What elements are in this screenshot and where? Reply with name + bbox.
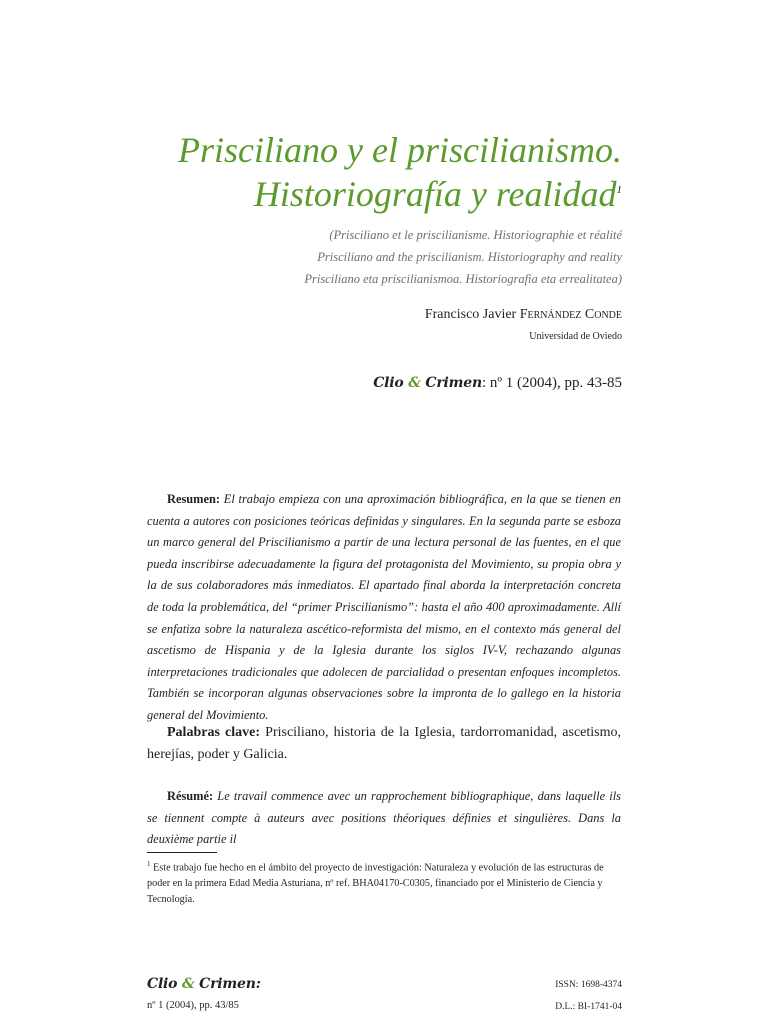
author-given-name: Francisco Javier	[424, 307, 517, 322]
keywords-label: Palabras clave:	[167, 725, 261, 740]
keywords-text: Prisciliano, historia de la Iglesia, tardorromanidad, ascetismo, herejías, poder y Galicia.	[147, 725, 622, 762]
footer-journal-colon: :	[255, 976, 261, 992]
footnote	[147, 856, 621, 908]
author-surname: Fernández Conde	[519, 307, 622, 322]
footnote-mark: 1	[147, 860, 151, 868]
title-footnote-mark[interactable]: 1	[616, 184, 622, 196]
abstract-text: El trabajo empieza con una aproximación bibliográfica, en la que se tienen en cuenta a autores con posiciones teóricas definidas y singulares. En la segunda parte se esboza un marco general del Priscilianismo a partir de una lectura personal de las fuentes, en el que pueda inscribirse adecuadamente la figura del protagonista del Movimiento, su propia obra y la de sus colaboradores más inmediatos. El apartado final aborda la interpretación concreta de toda la problemática, del “primer Priscilianismo”: hasta el año 400 aproximadamente. Allí se enfatiza sobre la naturaleza ascético-reformista del mismo, en el contexto más general del ascetismo de Hispania y de la Iglesia durante los siglos IV-V, rechazando algunas interpretaciones tradicionales que adolecen de parcialidad o presentan enfoques incompletos. También se incorporan algunas observaciones sobre la impronta de lo gallego en la historia general del Movimiento.	[147, 492, 621, 722]
alternate-titles	[102, 224, 622, 290]
footer-journal-name	[147, 976, 261, 992]
alt-title-basque: Prisciliano eta priscilianismoa. Historiografia eta errealitatea)	[304, 272, 622, 286]
footnote-text: Este trabajo fue hecho en el ámbito del proyecto de investigación: Naturaleza y evolución de las estructuras de poder en la primera Edad Media Asturiana, nº ref. BHA04170-C0305, financiado por el Ministerio de Ciencia y Tecnología.	[147, 862, 604, 906]
title-line-1: Prisciliano y el priscilianismo.	[178, 130, 622, 170]
resume-label: Résumé:	[167, 789, 214, 803]
footer-journal-logo	[147, 975, 261, 994]
journal-logo-amp: &	[408, 375, 421, 391]
footer-journal-part2: Crimen	[199, 976, 256, 992]
resume-paragraph	[147, 786, 621, 851]
footer-journal-amp: &	[182, 976, 195, 992]
journal-logo	[373, 375, 482, 391]
resume-text: Le travail commence avec un rapprochement bibliographique, dans laquelle ils se tiennent compte à auteurs avec positions théoriques définies et singulières. Dans la deuxième partie il	[147, 789, 621, 847]
footer-journal-part1: Clio	[147, 976, 178, 992]
alt-title-french: (Prisciliano et le priscilianisme. Historiographie et réalité	[329, 228, 622, 242]
journal-logo-part1: Clio	[373, 375, 404, 391]
journal-logo-part2: Crimen	[425, 375, 482, 391]
title-line-2-text: Historiografía y realidad	[253, 174, 617, 214]
journal-citation	[102, 373, 622, 393]
title-line-2	[102, 172, 622, 216]
footer-issn: ISSN: 1698-4374	[555, 980, 622, 990]
citation-reference: : nº 1 (2004), pp. 43-85	[481, 375, 622, 391]
keywords-paragraph	[147, 722, 621, 766]
footer-page-reference: nº 1 (2004), pp. 43/85	[147, 1000, 239, 1011]
abstract-paragraph	[147, 489, 621, 727]
author-name	[102, 306, 622, 324]
abstract-label: Resumen:	[167, 492, 220, 506]
article-title	[102, 128, 622, 216]
author-affiliation: Universidad de Oviedo	[529, 331, 622, 342]
footer-legal-deposit: D.L.: BI-1741-04	[555, 1002, 622, 1012]
alt-title-english: Prisciliano and the priscilianism. Historiography and reality	[317, 250, 622, 264]
footnote-divider	[147, 852, 217, 853]
